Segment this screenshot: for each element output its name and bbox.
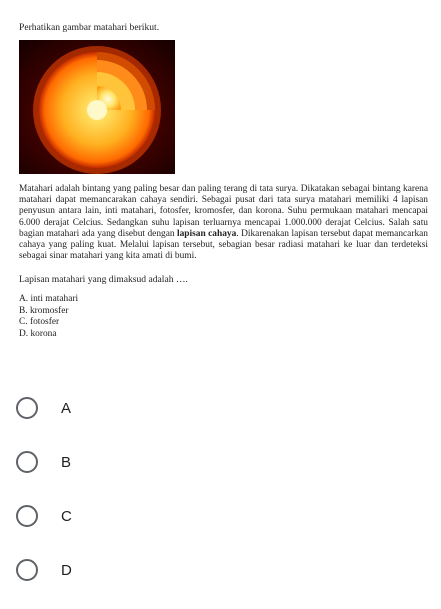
option-a: A. inti matahari — [19, 294, 79, 305]
radio-button-a[interactable] — [16, 397, 38, 419]
answer-option-a[interactable] — [16, 393, 72, 423]
question-block — [19, 22, 428, 340]
answer-label-a[interactable]: A — [61, 399, 72, 417]
option-list — [19, 294, 428, 340]
option-d: D. korona — [19, 328, 57, 339]
answer-option-c[interactable] — [16, 501, 72, 531]
answer-label-d[interactable]: D — [61, 561, 72, 579]
answer-label-c[interactable]: C — [61, 507, 72, 525]
question-ask: Lapisan matahari yang dimaksud adalah …. — [19, 274, 188, 286]
answer-option-b[interactable] — [16, 447, 72, 477]
option-b: B. kromosfer — [19, 305, 69, 316]
question-prompt: Perhatikan gambar matahari berikut. — [19, 22, 160, 33]
option-c: C. fotosfer — [19, 317, 60, 328]
radio-button-c[interactable] — [16, 505, 38, 527]
answer-label-b[interactable]: B — [61, 453, 72, 471]
passage-paragraph: Matahari adalah bintang yang paling besar dan paling terang di tata surya. Dikatakan sebagai bintang karena matahari dapat memancarakan cahaya sendiri. Sebagai pusat dari tata surya matahari memiliki 4 lapisan penyusun antara lain, inti matahari, fotosfer, kromosfer, dan korona. Suhu permukaan matahari mencapai 6.000 derajat Celcius. Sedangkan suhu lapisan terluarnya mencapai 1.000.000 derajat Celcius. Salah satu bagian matahari ada yang disebut dengan lapisan cahaya. Dikarenakan lapisan tersebut dapat memancarkan cahaya yang paling kuat. Melalui lapisan tersebut, sebagian besar radiasi matahari ke luar dan terdeteksi sebagai sinar matahari yang kita amati di bumi. — [19, 184, 428, 262]
answer-radio-group — [16, 393, 72, 609]
sun-cross-section-image — [19, 40, 175, 174]
answer-option-d[interactable] — [16, 555, 72, 585]
radio-button-b[interactable] — [16, 451, 38, 473]
radio-button-d[interactable] — [16, 559, 38, 581]
